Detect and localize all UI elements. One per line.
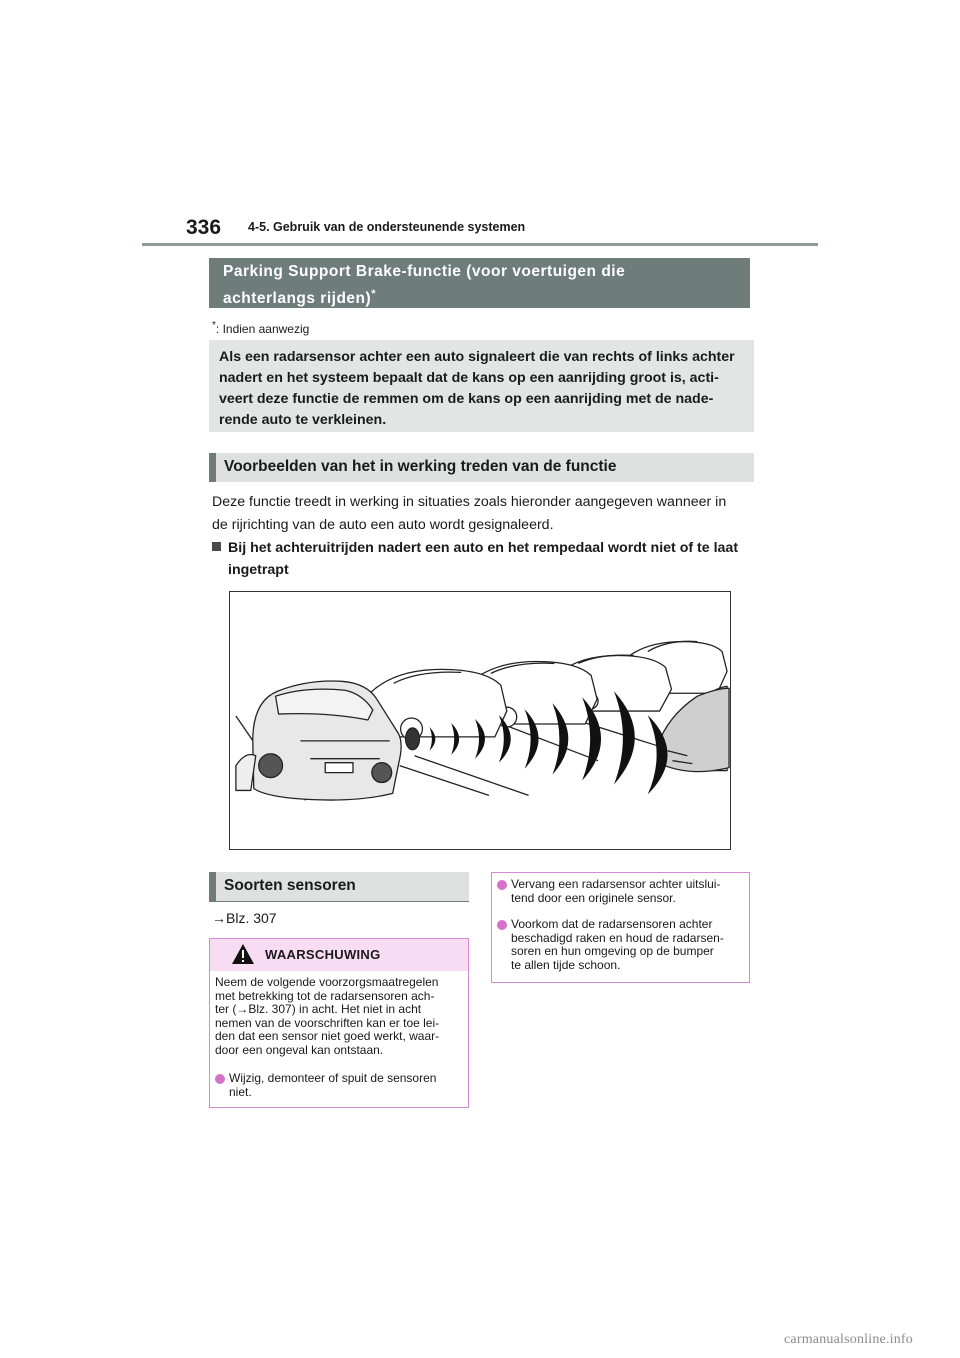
bullet-dot-icon [497, 920, 507, 930]
body-line: de rijrichting van de auto een auto wordt gesignaleerd. [212, 517, 554, 533]
body-line: Deze functie treedt in werking in situaties zoals hieronder aangegeven wanneer in [212, 494, 727, 510]
warning-line: nemen van de voorschriften kan er toe lei- [215, 1015, 440, 1030]
note-item [494, 918, 748, 972]
warning-bullet-line: niet. [229, 1084, 252, 1099]
intro-line: rende auto te verkleinen. [219, 412, 387, 428]
intro-box [209, 340, 754, 432]
reversing-car-radar-illustration [230, 592, 730, 849]
warning-bullet-item [212, 1072, 466, 1099]
page-reference-link[interactable]: →Blz. 307 [212, 910, 277, 926]
note-item [494, 878, 748, 905]
intro-line: nadert en het systeem bepaalt dat de kans op een aanrijding groot is, acti- [219, 370, 719, 386]
square-bullet-icon [212, 542, 221, 551]
warning-line: met betrekking tot de radarsensoren ach- [215, 988, 435, 1003]
note-line: te allen tijde schoon. [511, 957, 621, 972]
note-line: soren en hun omgeving op de bumper [511, 944, 714, 958]
warning-line: ter (→Blz. 307) in acht. Het niet in acht [215, 1002, 422, 1016]
note-line: tend door een originele sensor. [511, 890, 676, 905]
parking-illustration [229, 591, 731, 850]
warning-box [209, 938, 469, 1108]
warning-line: Neem de volgende voorzorgsmaatregelen [215, 975, 439, 989]
title-line-2 [223, 283, 736, 310]
notes-box [491, 872, 750, 983]
section-title-banner [209, 258, 750, 308]
section-header-sensors: Soorten sensoren [209, 872, 469, 901]
section-header-examples: Voorbeelden van het in werking treden van de functie [209, 453, 754, 482]
page-number: 336 [186, 216, 222, 239]
chapter-title: 4-5. Gebruik van de ondersteunende systemen [248, 220, 526, 234]
warning-line: den dat een sensor niet goed werkt, waar- [215, 1029, 440, 1043]
intro-line: veert deze functie de remmen om de kans op een aanrijding met de nade- [219, 391, 714, 407]
note-line: Vervang een radarsensor achter uitslui- [511, 877, 721, 891]
title-line-2-text: achterlangs rijden) [223, 290, 372, 308]
title-footnote-mark: * [371, 288, 376, 300]
examples-body-text [212, 491, 757, 537]
bullet-line: ingetrapt [228, 562, 289, 578]
warning-header [210, 939, 468, 971]
example-bullet-heading [212, 537, 757, 581]
footnote-mark: * [212, 320, 216, 331]
warning-title: WAARSCHUWING [265, 947, 381, 962]
header-rule [142, 243, 818, 246]
note-line: beschadigd raken en houd de radarsen- [511, 930, 724, 945]
warning-bullet-line: Wijzig, demonteer of spuit de sensoren [229, 1071, 437, 1085]
warning-intro [215, 976, 463, 1057]
bullet-dot-icon [215, 1074, 225, 1084]
note-line: Voorkom dat de radarsensoren achter [511, 917, 713, 931]
section-underline [209, 901, 469, 902]
site-watermark: carmanualsonline.info [784, 1332, 913, 1347]
title-line-1: Parking Support Brake-functie (voor voertuigen die [223, 263, 626, 280]
footnote [212, 320, 309, 336]
intro-line: Als een radarsensor achter een auto signaleert die van rechts of links achter [219, 349, 735, 365]
bullet-line: Bij het achteruitrijden nadert een auto en het rempedaal wordt niet of te laat [228, 540, 739, 556]
warning-line: door een ongeval kan ontstaan. [215, 1042, 384, 1057]
footnote-text: : Indien aanwezig [215, 322, 310, 336]
warning-triangle-icon [231, 943, 255, 965]
bullet-dot-icon [497, 880, 507, 890]
